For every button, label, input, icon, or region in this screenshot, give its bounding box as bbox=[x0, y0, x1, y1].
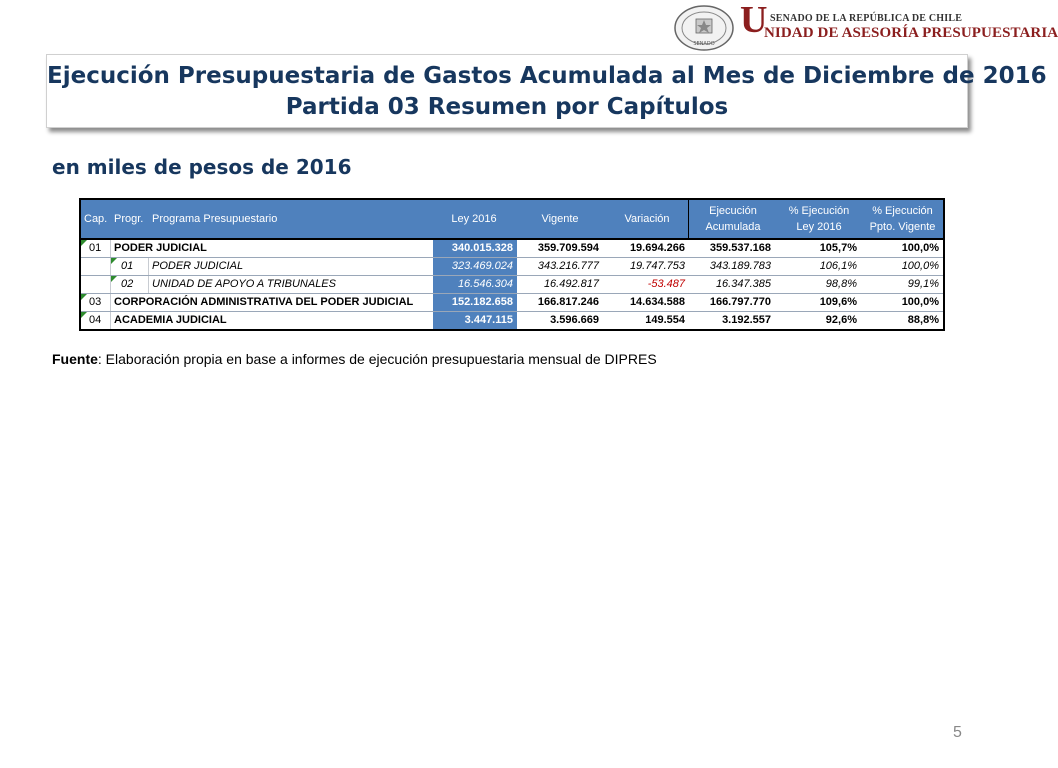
cell-marker-icon bbox=[111, 276, 117, 282]
table-header bbox=[81, 200, 943, 240]
cell-ley: 16.546.304 bbox=[433, 276, 517, 293]
cell-programa: ACADEMIA JUDICIAL bbox=[114, 314, 227, 326]
header-pct-ley-line2: Ley 2016 bbox=[796, 221, 842, 233]
header-pct-vigente-line1: % Ejecución bbox=[872, 205, 933, 217]
table-row bbox=[81, 258, 943, 276]
cell-divider bbox=[110, 240, 111, 257]
page-title: Ejecución Presupuestaria de Gastos Acumulada al Mes de Diciembre de 2016 bbox=[47, 63, 1047, 89]
header-variacion: Variación bbox=[624, 213, 670, 225]
cell-pct-ley: 105,7% bbox=[819, 242, 857, 254]
cell-ejecucion: 3.192.557 bbox=[722, 314, 771, 326]
cell-marker-icon bbox=[81, 312, 87, 318]
cell-marker-icon bbox=[81, 240, 87, 246]
table-row bbox=[81, 312, 943, 329]
senate-seal-icon bbox=[674, 5, 734, 51]
cell-vigente: 16.492.817 bbox=[543, 278, 599, 290]
cell-pct-ley: 106,1% bbox=[819, 260, 857, 272]
cell-variacion: 19.694.266 bbox=[629, 242, 685, 254]
source-note bbox=[52, 351, 657, 367]
header-divider bbox=[688, 200, 689, 238]
table-row bbox=[81, 240, 943, 258]
cell-divider bbox=[148, 276, 149, 293]
cell-divider bbox=[110, 294, 111, 311]
table-row bbox=[81, 294, 943, 312]
cell-programa: UNIDAD DE APOYO A TRIBUNALES bbox=[152, 278, 336, 290]
header-vigente: Vigente bbox=[541, 213, 579, 225]
cell-divider bbox=[110, 276, 111, 293]
cell-marker-icon bbox=[111, 258, 117, 264]
cell-programa: PODER JUDICIAL bbox=[114, 242, 207, 254]
cell-variacion: 19.747.753 bbox=[629, 260, 685, 272]
header-programa: Programa Presupuestario bbox=[152, 213, 278, 225]
logo-top-line: SENADO DE LA REPÚBLICA DE CHILE bbox=[770, 13, 963, 24]
budget-table bbox=[79, 198, 945, 331]
logo-initial: U bbox=[740, 0, 768, 41]
header-pct-vigente-line2: Ppto. Vigente bbox=[869, 221, 936, 233]
source-text: : Elaboración propia en base a informes de ejecución presupuestaria mensual de DIPRES bbox=[97, 351, 657, 367]
cell-progr: 01 bbox=[121, 260, 134, 272]
cell-pct-vigente: 100,0% bbox=[901, 296, 939, 308]
cell-pct-ley: 92,6% bbox=[825, 314, 857, 326]
cell-ejecucion: 166.797.770 bbox=[709, 296, 771, 308]
cell-pct-ley: 109,6% bbox=[819, 296, 857, 308]
cell-ejecucion: 343.189.783 bbox=[709, 260, 771, 272]
cell-pct-vigente: 99,1% bbox=[907, 278, 939, 290]
logo-main-line: NIDAD DE ASESORÍA PRESUPUESTARIA bbox=[764, 25, 1058, 41]
header-pct-vigente bbox=[862, 200, 943, 238]
header-ley: Ley 2016 bbox=[451, 213, 497, 225]
header-ejecucion-line1: Ejecución bbox=[709, 205, 757, 217]
cell-cap: 04 bbox=[89, 314, 102, 326]
cell-divider bbox=[110, 258, 111, 275]
cell-variacion: 149.554 bbox=[645, 314, 685, 326]
cell-ley: 340.015.328 bbox=[433, 240, 517, 257]
cell-programa: PODER JUDICIAL bbox=[152, 260, 244, 272]
header-cap: Cap. bbox=[84, 213, 108, 225]
cell-progr: 02 bbox=[121, 278, 134, 290]
source-label: Fuente bbox=[52, 351, 98, 367]
cell-vigente: 359.709.594 bbox=[537, 242, 599, 254]
header-ejecucion bbox=[690, 200, 776, 238]
cell-variacion: -53.487 bbox=[647, 278, 685, 290]
cell-pct-vigente: 88,8% bbox=[907, 314, 939, 326]
units-caption: en miles de pesos de 2016 bbox=[52, 155, 352, 179]
cell-marker-icon bbox=[81, 294, 87, 300]
cell-ley: 152.182.658 bbox=[433, 294, 517, 311]
cell-ejecucion: 359.537.168 bbox=[709, 242, 771, 254]
cell-vigente: 166.817.246 bbox=[537, 296, 599, 308]
svg-text:SENADO: SENADO bbox=[693, 41, 715, 47]
cell-variacion: 14.634.588 bbox=[629, 296, 685, 308]
page-subtitle: Partida 03 Resumen por Capítulos bbox=[285, 94, 729, 120]
cell-pct-vigente: 100,0% bbox=[901, 260, 939, 272]
cell-vigente: 3.596.669 bbox=[550, 314, 599, 326]
header-ejecucion-line2: Acumulada bbox=[705, 221, 761, 233]
cell-programa: CORPORACIÓN ADMINISTRATIVA DEL PODER JUDICIAL bbox=[114, 296, 414, 308]
cell-ejecucion: 16.347.385 bbox=[715, 278, 771, 290]
senado-logo bbox=[674, 0, 1058, 51]
header-progr: Progr. bbox=[114, 213, 144, 225]
cell-cap: 01 bbox=[89, 242, 102, 254]
table-row bbox=[81, 276, 943, 294]
cell-divider bbox=[148, 258, 149, 275]
cell-divider bbox=[110, 312, 111, 329]
cell-pct-vigente: 100,0% bbox=[901, 242, 939, 254]
header-pct-ley-line1: % Ejecución bbox=[788, 205, 850, 217]
cell-ley: 323.469.024 bbox=[433, 258, 517, 275]
cell-pct-ley: 98,8% bbox=[825, 278, 857, 290]
cell-ley: 3.447.115 bbox=[433, 312, 517, 329]
cell-cap: 03 bbox=[89, 296, 102, 308]
title-box bbox=[46, 54, 1047, 128]
header-pct-ley bbox=[776, 200, 862, 238]
cell-vigente: 343.216.777 bbox=[537, 260, 599, 272]
page-number: 5 bbox=[953, 724, 962, 741]
